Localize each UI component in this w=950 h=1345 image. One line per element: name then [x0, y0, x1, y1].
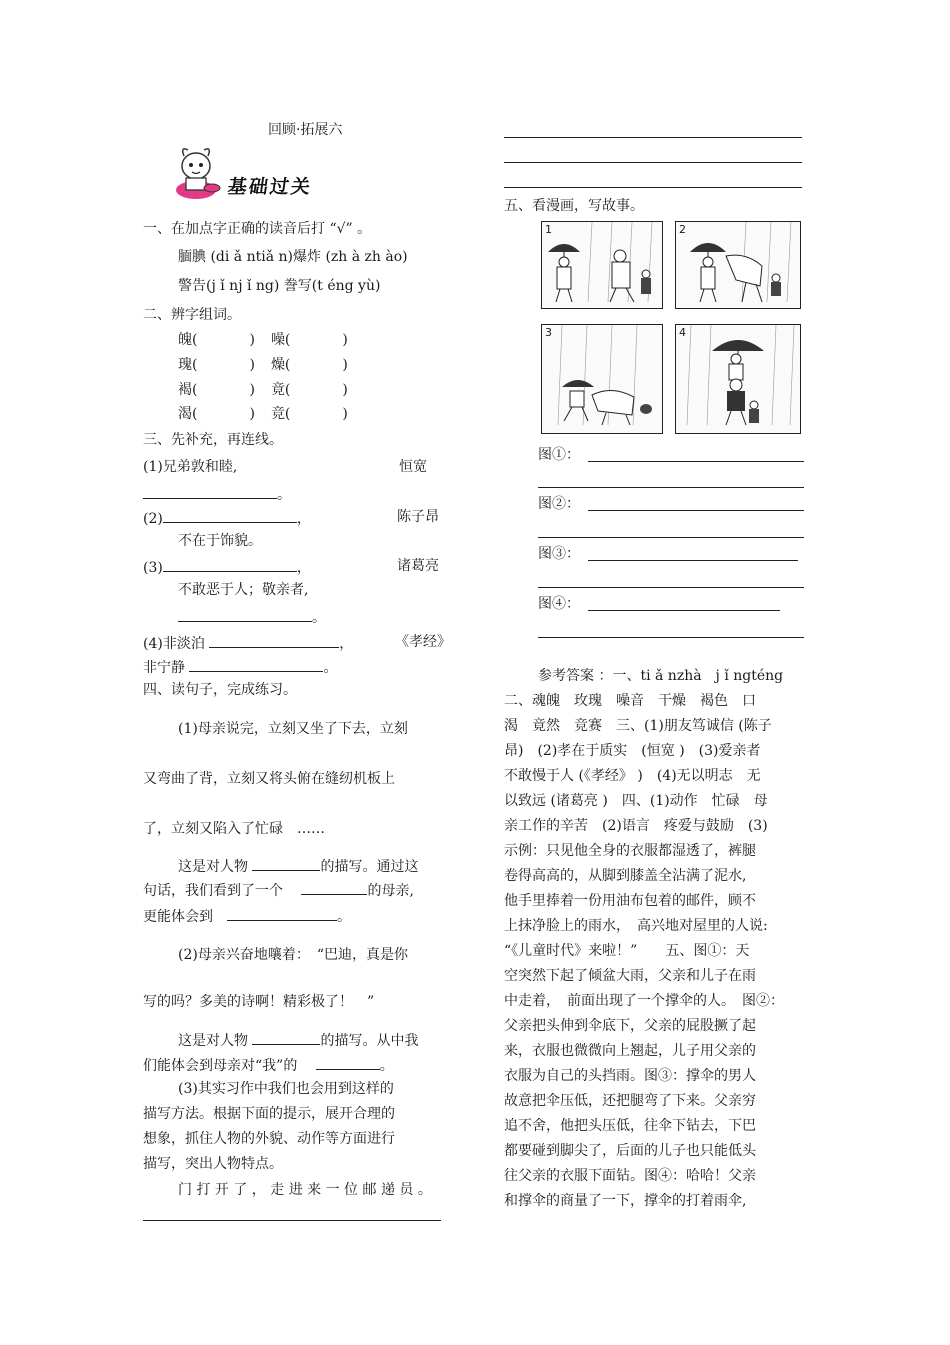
answer-blank[interactable]	[189, 657, 323, 672]
picture-label-1: 图①：	[538, 447, 580, 463]
answer-line: 以致远 (诸葛亮 ) 四、(1)动作 忙碌 母	[504, 793, 768, 809]
writing-line[interactable]	[588, 461, 804, 462]
q4-p1-q2	[143, 880, 414, 900]
rain-shoulders-illustration-icon	[676, 325, 800, 433]
writing-line[interactable]	[538, 487, 804, 488]
rain-walk-illustration-icon	[542, 222, 662, 308]
q4-p2-line2: 写的吗？多美的诗啊！精彩极了！ ”	[143, 994, 375, 1010]
q2-row	[178, 331, 348, 349]
q3-name-2: 陈子昂	[397, 509, 439, 525]
q3-item1-answer	[143, 484, 291, 504]
q2-close: )	[249, 357, 255, 373]
panel-number: 3	[545, 326, 552, 339]
q3-item4a	[143, 633, 353, 653]
page-title: 回顾·拓展六	[268, 122, 343, 138]
answer-line: 都要碰到脚尖了，后面的儿子也只能低头	[504, 1143, 756, 1159]
answer-line: 空突然下起了倾盆大雨，父亲和儿子在雨	[504, 968, 756, 984]
answer-line: 来，衣服也微微向上翘起，儿子用父亲的	[504, 1043, 756, 1059]
goat-mascot-icon	[172, 144, 232, 204]
answer-blank[interactable]	[163, 508, 297, 523]
q4-p3-line5: 门 打 开 了 ， 走 进 来 一 位 邮 递 员 。	[178, 1182, 432, 1198]
q4-p2-q2	[143, 1055, 394, 1075]
rain-umbrella-illustration-icon	[676, 222, 800, 308]
q4-p3-line3: 想象，抓住人物的外貌、动作等方面进行	[143, 1131, 395, 1147]
writing-line[interactable]	[588, 610, 780, 611]
q3-item2	[143, 508, 311, 528]
answer-blank[interactable]	[209, 633, 339, 648]
answer-line: 上抹净脸上的雨水， 高兴地对屋里的人说:	[504, 918, 768, 934]
q3-item3-cont: 不敢恶于人；敬亲者,	[178, 582, 309, 598]
q4-text: 更能体会到	[143, 909, 213, 925]
q2-row	[178, 405, 348, 423]
picture-label-4: 图④：	[538, 596, 580, 612]
q4-text: 们能体会到母亲对“我”的	[143, 1058, 298, 1074]
q4-p1-q3	[143, 906, 351, 926]
q4-p2-q1	[178, 1030, 418, 1050]
answer-line: 昂) (2)孝在于质实 (恒宽 ) (3)爱亲者	[504, 743, 761, 759]
comic-panel-2	[675, 221, 801, 309]
answer-blank[interactable]	[227, 906, 337, 921]
q4-p1-q1	[178, 856, 418, 876]
q3-item3-answer	[178, 607, 326, 627]
q3-item1: (1)兄弟敦和睦,	[143, 459, 238, 475]
comic-panel-1	[541, 221, 663, 309]
writing-line[interactable]	[504, 137, 802, 138]
writing-line[interactable]	[538, 637, 804, 638]
q4-text: 这是对人物	[178, 859, 248, 875]
writing-line[interactable]	[538, 537, 804, 538]
q4-text: 。	[379, 1058, 394, 1074]
q4-heading: 四、读句子，完成练习。	[143, 682, 297, 698]
q1-line1: 腼腆 (di ǎ ntiǎ n)爆炸 (zh à zh ào)	[178, 249, 408, 265]
q3-name-3: 诸葛亮	[397, 558, 439, 574]
panel-number: 2	[679, 223, 686, 236]
q2-close: )	[249, 406, 255, 422]
q3-item3-label: (3)	[143, 560, 163, 576]
q4-text: 的描写。从中我	[320, 1033, 419, 1049]
q4-p3-line2: 描写方法。根据下面的提示，展开合理的	[143, 1106, 395, 1122]
q1-heading: 一、在加点字正确的读音后打 “√” 。	[143, 221, 372, 237]
q4-text: 句话，我们看到了一个	[143, 883, 283, 899]
q2-close: )	[342, 382, 348, 398]
q3-heading: 三、先补充，再连线。	[143, 432, 283, 448]
q4-p3-line4: 描写，突出人物特点。	[143, 1156, 283, 1172]
writing-line[interactable]	[504, 187, 802, 188]
q2-row	[178, 381, 348, 399]
comic-panel-3	[541, 324, 663, 434]
panel-number: 1	[545, 223, 552, 236]
q3-item4b	[143, 657, 337, 677]
q4-p1-line3: 了，立刻又陷入了忙碌 ……	[143, 821, 325, 837]
banner	[172, 144, 342, 204]
writing-line[interactable]	[504, 162, 802, 163]
answer-blank[interactable]	[252, 1030, 320, 1045]
q3-item3-tail: ，	[296, 560, 311, 576]
q4-text: 。	[337, 909, 351, 925]
answer-blank[interactable]	[316, 1055, 380, 1070]
q5-heading: 五、看漫画，写故事。	[504, 198, 644, 214]
picture-label-2: 图②：	[538, 496, 580, 512]
answer-line: 父亲把头伸到伞底下，父亲的屁股撅了起	[504, 1018, 756, 1034]
q2-char: 竟(	[270, 382, 291, 398]
answer-line: 故意把伞压低，还把腿弯了下来。父亲穷	[504, 1093, 756, 1109]
q4-p3-line1: (3)其实习作中我们也会用到这样的	[178, 1081, 394, 1097]
answer-line: 他手里捧着一份用油布包着的邮件，顾不	[504, 893, 756, 909]
panel-number: 4	[679, 326, 686, 339]
q2-close: )	[249, 332, 255, 348]
q4-p2-line1: (2)母亲兴奋地嚷着： “巴迪，真是你	[178, 947, 408, 963]
answer-line: “《儿童时代》来啦！” 五、图①：天	[504, 943, 750, 959]
answer-blank[interactable]	[301, 880, 367, 895]
q2-char: 噪(	[270, 332, 291, 348]
q2-char: 燥(	[270, 357, 291, 373]
comic-panel-4	[675, 324, 801, 434]
answer-line: 和撑伞的商量了一下，撑伞的打着雨伞,	[504, 1193, 747, 1209]
answer-line: 衣服为自己的头挡雨。图③：撑伞的男人	[504, 1068, 756, 1084]
q3-item4b-label: 非宁静	[143, 660, 185, 676]
writing-line[interactable]	[588, 510, 804, 511]
q1-line2: 警告(j ǐ nj ǐ ng) 誊写(t éng yù)	[178, 278, 381, 294]
answer-blank[interactable]	[252, 856, 320, 871]
q4-p1-line1: (1)母亲说完，立刻又坐了下去，立刻	[178, 721, 408, 737]
answer-key	[504, 664, 814, 1214]
answer-line: 亲工作的辛苦 (2)语言 疼爱与鼓励 (3)	[504, 818, 768, 834]
writing-line[interactable]	[588, 560, 798, 561]
answer-line: 中走着， 前面出现了一个撑伞的人。 图②：	[504, 993, 784, 1009]
writing-line[interactable]	[538, 587, 804, 588]
q3-name-1: 恒宽	[399, 459, 427, 475]
q4-text: 这是对人物	[178, 1033, 248, 1049]
q3-item2-tail: ，	[296, 511, 311, 527]
q3-item1-end: 。	[277, 487, 291, 503]
q2-row	[178, 356, 348, 374]
answer-line: 二、魂魄 玫瑰 噪音 干燥 褐色 口	[504, 693, 756, 709]
q2-char: 渴(	[178, 406, 198, 422]
q4-p1-line2: 又弯曲了背，立刻又将头俯在缝纫机板上	[143, 771, 395, 787]
q4-text: 的母亲,	[367, 883, 414, 899]
q3-item4a-tail: ，	[339, 636, 354, 652]
q3-item2-cont: 不在于饰貌。	[178, 533, 262, 549]
q2-char: 魄(	[178, 332, 198, 348]
q2-heading: 二、辨字组词。	[143, 307, 241, 323]
answer-line: 追不舍，他把头压低，往伞下钻去，下巴	[504, 1118, 756, 1134]
q3-item4b-end: 。	[323, 660, 338, 676]
q2-char: 褐(	[178, 382, 198, 398]
answer-line: 不敢慢于人 (《孝经》 ) (4)无以明志 无	[504, 768, 761, 784]
q3-item3-end: 。	[312, 610, 326, 626]
answer-blank[interactable]	[163, 557, 297, 572]
q2-char: 瑰(	[178, 357, 198, 373]
answer-line: 示例：只见他全身的衣服都湿透了，裤腿	[504, 843, 756, 859]
answer-line: 往父亲的衣服下面钻。图④：哈哈！父亲	[504, 1168, 756, 1184]
q2-close: )	[342, 406, 348, 422]
answer-line: 渴 竟然 竞赛 三、(1)朋友笃诚信 (陈子	[504, 718, 772, 734]
q3-item3	[143, 557, 311, 577]
q2-close: )	[249, 382, 255, 398]
rain-chase-illustration-icon	[542, 325, 662, 433]
q2-close: )	[342, 357, 348, 373]
q3-name-4: 《孝经》	[395, 634, 451, 650]
picture-label-3: 图③：	[538, 546, 580, 562]
banner-title: 基础过关	[226, 176, 314, 198]
q4-text: 的描写。通过这	[320, 859, 419, 875]
q2-char: 竞(	[270, 406, 291, 422]
writing-line[interactable]	[143, 1220, 441, 1221]
answer-line: 参考答案 ：一、ti ǎ nzhà j ǐ ngténg	[538, 668, 784, 684]
q3-item2-label: (2)	[143, 511, 163, 527]
q2-close: )	[342, 332, 348, 348]
q3-item4a-label: (4)非淡泊	[143, 636, 205, 652]
answer-blank[interactable]	[178, 607, 312, 622]
answer-line: 卷得高高的，从脚到膝盖全沾满了泥水,	[504, 868, 747, 884]
answer-blank[interactable]	[143, 484, 277, 499]
